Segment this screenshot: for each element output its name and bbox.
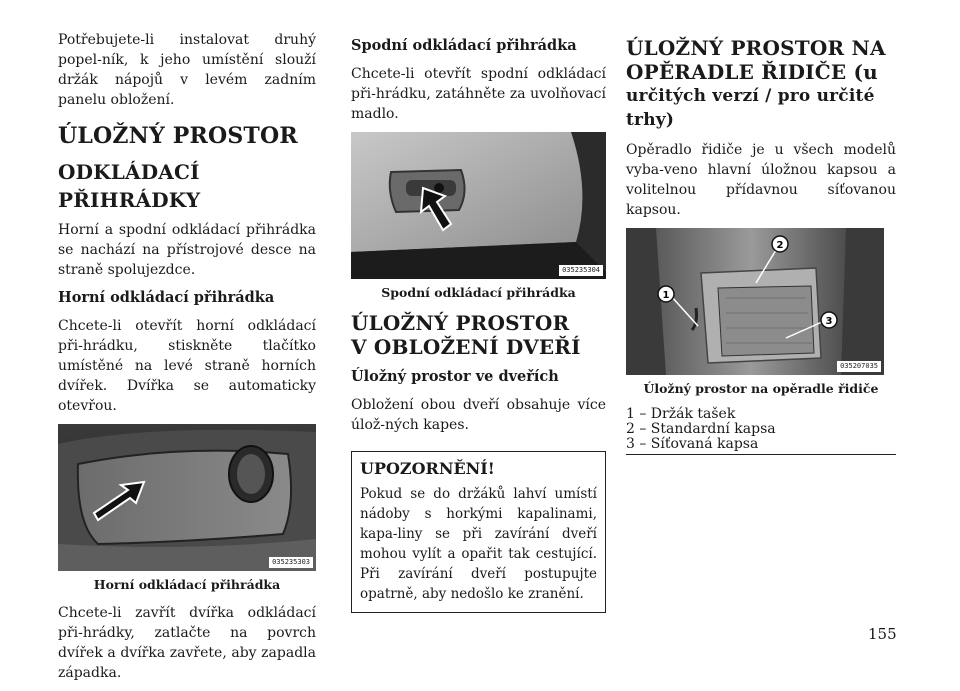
legend-item: 1 – Držák tašek [626,406,736,422]
glovebox-description: Horní a spodní odkládací přihrádka se nachází na přístrojové desce na straně spolujezdce. [58,222,316,278]
subsection-title: ODKLÁDACÍ PŘIHRÁDKY [58,160,201,212]
door-storage-title-line2: V OBLOŽENÍ DVEŘÍ [351,335,581,359]
door-storage-text: Obložení obou dveří obsahuje více úlož-ných kapes. [351,397,606,433]
svg-text:1: 1 [662,290,670,301]
close-glovebox-text: Chcete-li zavřít dvířka odkládací při-hrádky, zatlačte na povrch dvířek a dvířka zavřete, aby zapadla západka. [58,605,316,681]
seatback-figure [626,228,884,375]
column-2 [351,36,606,613]
lower-glovebox-illustration [351,132,606,279]
lower-glovebox-text: Chcete-li otevřít spodní odkládací při-hrádku, zatáhněte za uvolňovací madlo. [351,66,606,122]
legend-item: 2 – Standardní kapsa [626,421,776,437]
warning-box [351,451,606,613]
upper-glovebox-illustration [58,424,316,571]
section-title: ÚLOŽNÝ PROSTOR [58,123,298,149]
legend-item: 3 – Síťovaná kapsa [626,436,759,452]
lower-glovebox-heading: Spodní odkládací přihrádka [351,37,577,54]
intro-paragraph: Potřebujete-li instalovat druhý popel-ník, k jeho umístění slouží držák nápojů v levém zadním panelu obložení. [58,32,316,108]
svg-text:3: 3 [825,316,833,327]
seatback-description: Opěradlo řidiče je u všech modelů vyba-veno hlavní úložnou kapsou a volitelnou přídavnou síťovanou kapsou. [626,142,896,218]
svg-text:2: 2 [776,240,784,251]
figure-number: 035235304 [559,265,603,276]
warning-text: Pokud se do držáků lahví umístí nádoby s horkými kapalinami, kapa-liny se při zavírání dveří mohou vylít a opařit tak cestující. Při zavírání dveří postupujte opatrně, aby nedošlo ke zranění. [360,486,597,602]
upper-glovebox-caption: Horní odkládací přihrádka [93,577,281,592]
figure-number: 035235303 [269,557,313,568]
seatback-legend [626,407,896,455]
seatback-title-line2: OPĚRADLE ŘIDIČE (u [626,60,878,84]
door-storage-title-line1: ÚLOŽNÝ PROSTOR [351,311,570,335]
upper-glovebox-text: Chcete-li otevřít horní odkládací při-hrádku, stiskněte tlačítko umístěné na levé straně horních dvířek. Dvířka se automaticky otevřou. [58,318,316,414]
lower-glovebox-caption: Spodní odkládací přihrádka [381,285,576,300]
door-storage-heading: Úložný prostor ve dveřích [351,368,559,385]
seatback-illustration [626,228,884,375]
column-1 [58,30,316,691]
upper-glovebox-figure [58,424,316,571]
warning-title: UPOZORNĚNÍ! [360,459,495,478]
legend-divider [626,454,896,455]
figure-number: 035207035 [837,361,881,372]
lower-glovebox-figure [351,132,606,279]
seatback-title-line1: ÚLOŽNÝ PROSTOR NA [626,36,886,60]
callout-1 [658,286,674,302]
seatback-title-line3: určitých verzí / pro určité trhy) [626,86,875,130]
column-3 [626,36,896,455]
callout-2 [772,236,788,252]
upper-glovebox-heading: Horní odkládací přihrádka [58,289,275,306]
callout-3 [821,312,837,328]
seatback-caption: Úložný prostor na opěradle řidiče [643,381,879,396]
page-number: 155 [868,625,897,643]
